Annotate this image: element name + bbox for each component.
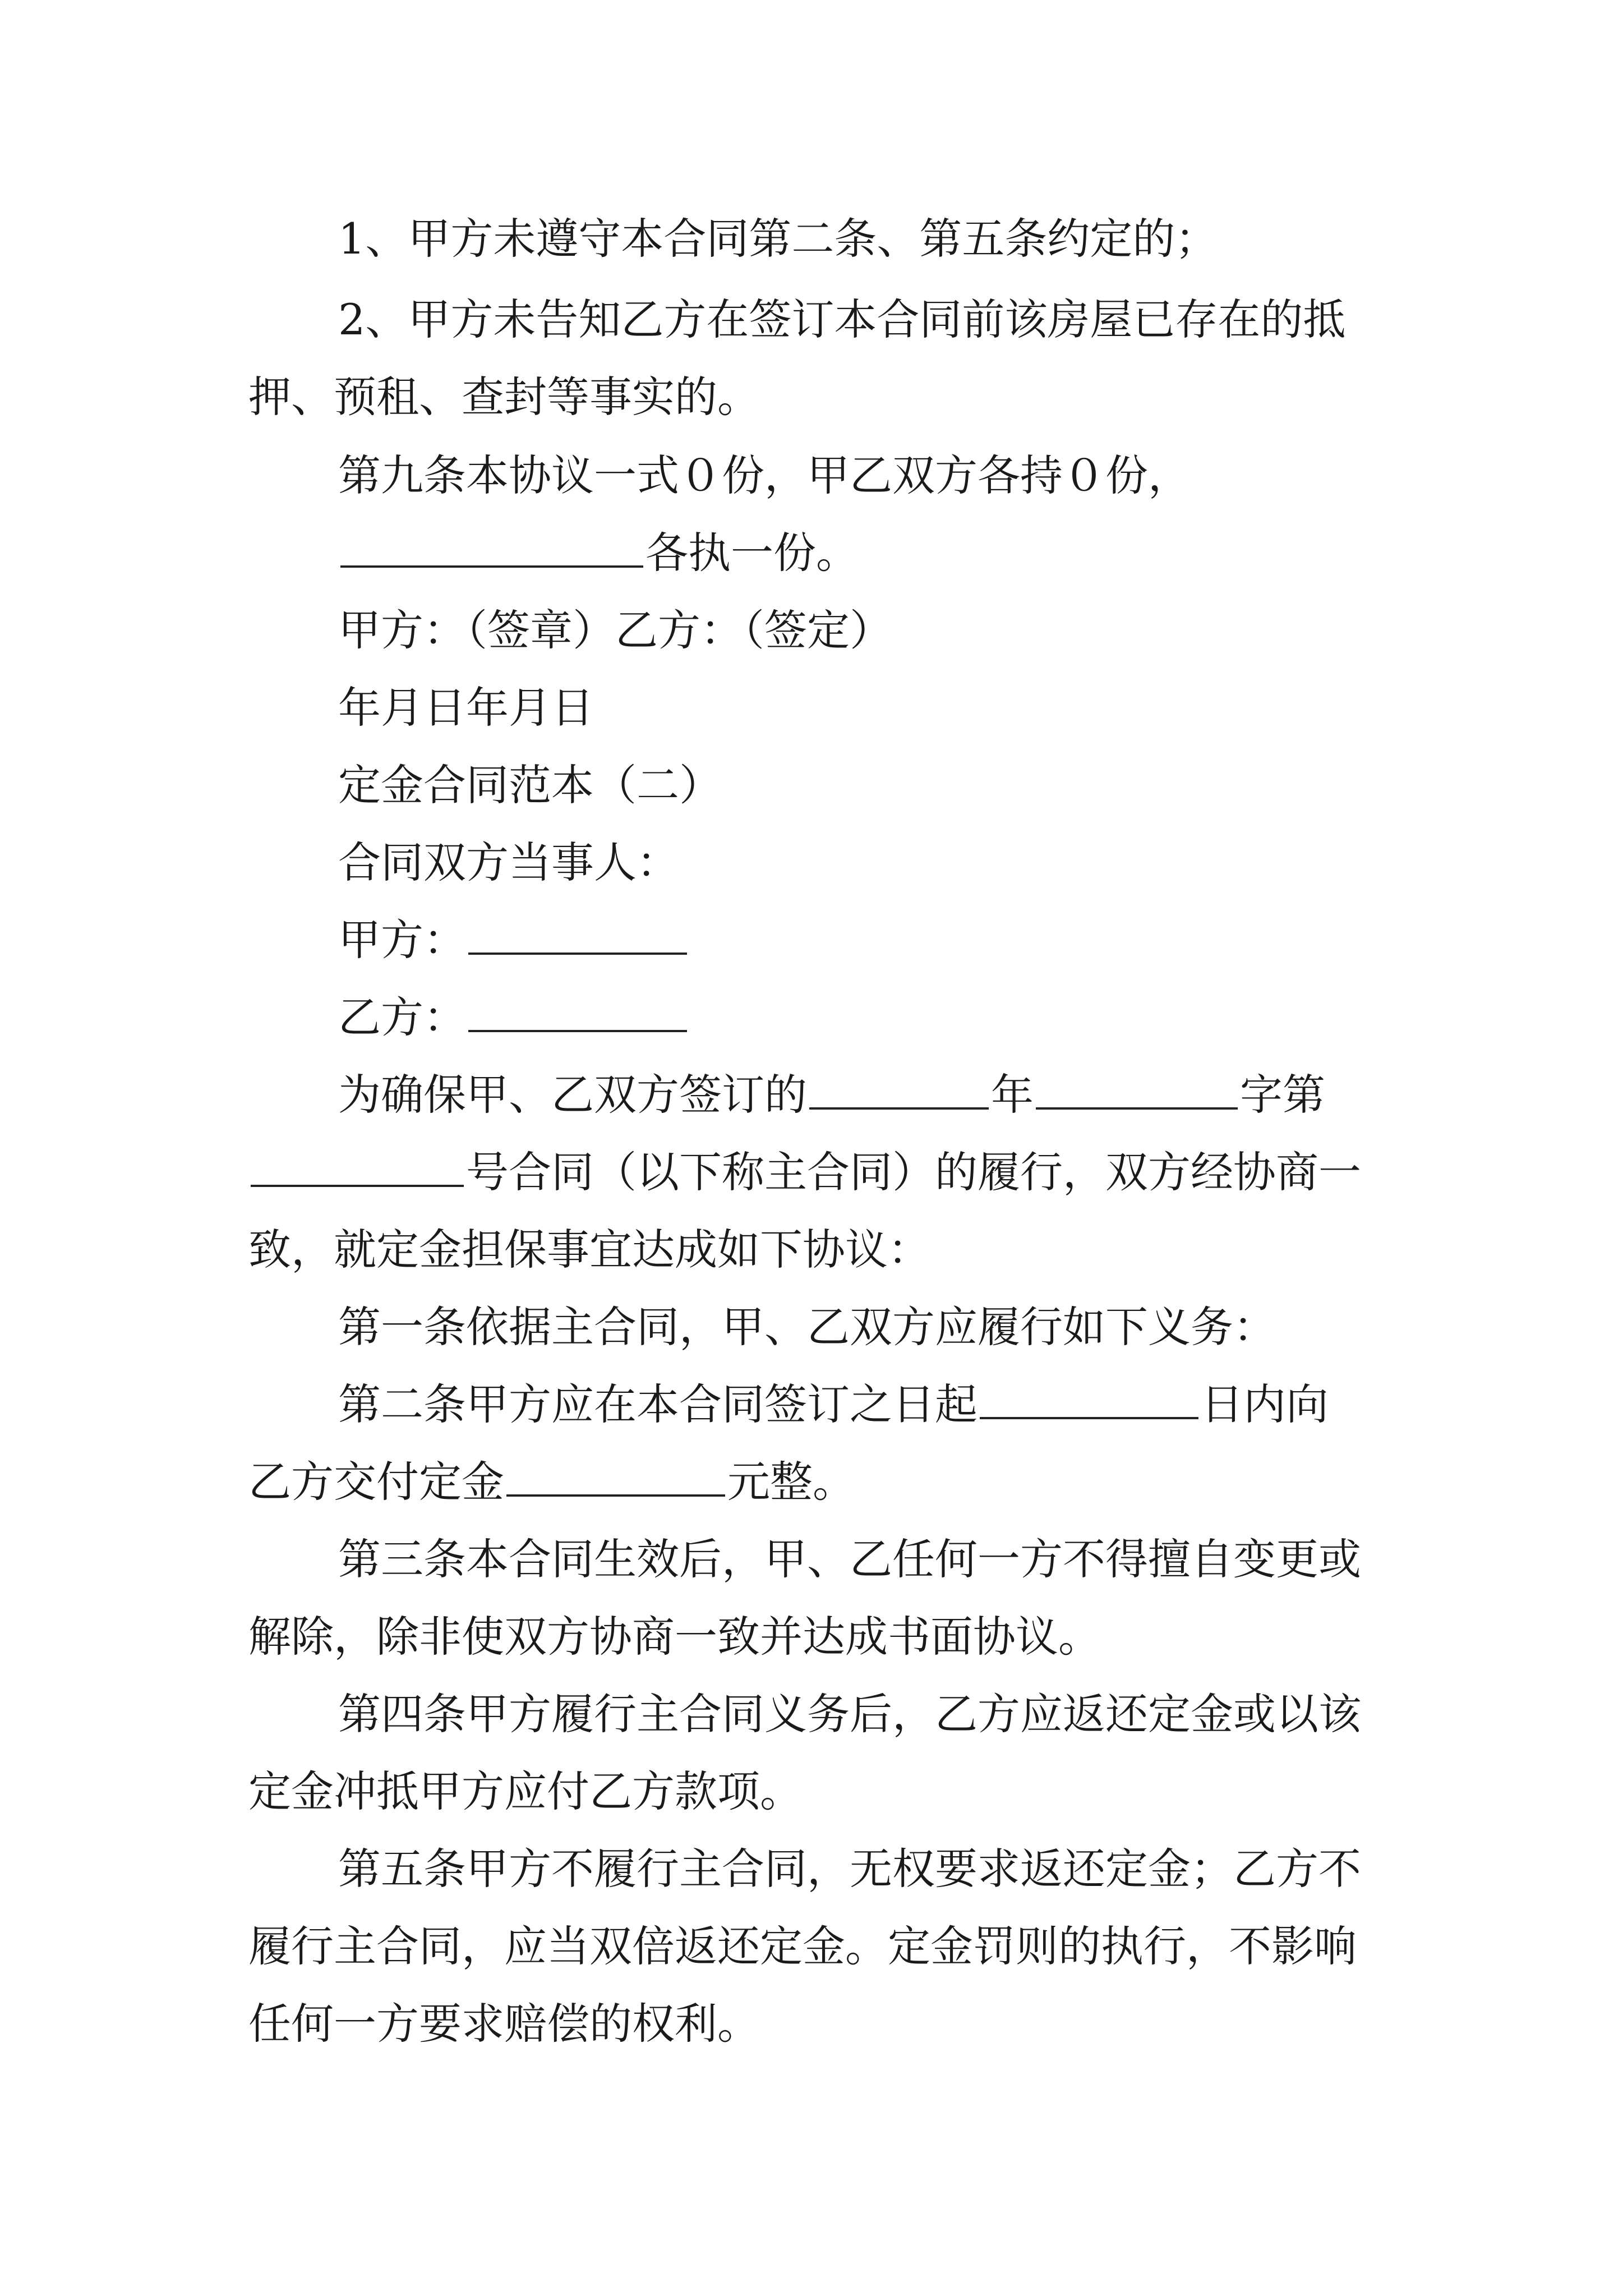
text: 履行主合同，应当双倍返还定金。定金罚则的执行，不影响	[248, 1921, 1357, 1971]
paragraph-line	[0, 1985, 1623, 2063]
text: 致，就定金担保事宜达成如下协议：	[248, 1225, 930, 1274]
paragraph-line	[0, 1675, 1623, 1754]
text: 任何一方要求赔偿的权利。	[248, 1999, 760, 2049]
date-line	[0, 669, 1623, 747]
text: 第五条甲方不履行主合同，无权要求返还定金；乙方不	[338, 1844, 1361, 1894]
text: 2、甲方未告知乙方在签订本合同前该房屋已存在的抵	[338, 295, 1346, 344]
paragraph-line	[0, 1365, 1623, 1444]
text: 合同双方当事人：	[338, 838, 679, 887]
signature-line	[0, 591, 1623, 670]
text: 定金合同范本（二）	[338, 760, 722, 810]
text: 第四条甲方履行主合同义务后，乙方应返还定金或以该	[338, 1689, 1361, 1739]
text: 第九条本协议一式０份，甲乙双方各持０份，	[338, 450, 1191, 500]
text: 甲方：（签章）乙方：（签定）	[338, 605, 892, 655]
blank-field	[1036, 1068, 1238, 1110]
text: 第一条依据主合同，甲、乙双方应履行如下义务：	[338, 1302, 1276, 1352]
paragraph-line	[0, 1598, 1623, 1676]
paragraph-line	[0, 823, 1623, 902]
paragraph-line	[0, 1752, 1623, 1831]
paragraph-line	[0, 1211, 1623, 1289]
text: 解除，除非使双方协商一致并达成书面协议。	[248, 1612, 1101, 1662]
blank-field	[809, 1068, 989, 1110]
text: 押、预租、查封等事实的。	[248, 372, 760, 422]
paragraph-line	[0, 1520, 1623, 1599]
paragraph-line	[0, 1443, 1623, 1521]
text: 日内向	[1201, 1379, 1329, 1429]
text: 年月日年月日	[338, 683, 594, 733]
text: 号合同（以下称主合同）的履行，双方经协商一	[466, 1147, 1361, 1197]
text: 定金冲抵甲方应付乙方款项。	[248, 1766, 803, 1816]
blank-field	[980, 1378, 1198, 1419]
paragraph-line	[0, 1133, 1623, 1212]
party-line	[0, 901, 1623, 979]
paragraph-line	[0, 280, 1623, 359]
text: 第三条本合同生效后，甲、乙任何一方不得擅自变更或	[338, 1534, 1361, 1584]
text: 乙方交付定金	[248, 1457, 504, 1507]
blank-field	[468, 991, 687, 1032]
blank-field	[251, 1145, 464, 1187]
paragraph-line	[0, 436, 1623, 515]
text: 字第	[1240, 1070, 1325, 1120]
text: 乙方：	[338, 992, 466, 1042]
paragraph-line	[0, 200, 1623, 278]
blank-field	[506, 1455, 725, 1497]
blank-field	[340, 526, 643, 568]
text: 元整。	[727, 1457, 855, 1507]
paragraph-line	[0, 1907, 1623, 1986]
paragraph-line	[0, 514, 1623, 592]
text: 1、甲方未遵守本合同第二条、第五条约定的；	[338, 214, 1218, 264]
section-title	[0, 746, 1623, 825]
paragraph-line	[0, 1830, 1623, 1908]
paragraph-line	[0, 358, 1623, 436]
text: 各执一份。	[645, 528, 859, 578]
paragraph-line	[0, 1056, 1623, 1134]
blank-field	[468, 913, 687, 955]
text: 年	[991, 1070, 1034, 1120]
text: 第二条甲方应在本合同签订之日起	[338, 1379, 978, 1429]
text: 甲方：	[338, 915, 466, 965]
party-line	[0, 978, 1623, 1057]
paragraph-line	[0, 1288, 1623, 1366]
text: 为确保甲、乙双方签订的	[338, 1070, 807, 1120]
